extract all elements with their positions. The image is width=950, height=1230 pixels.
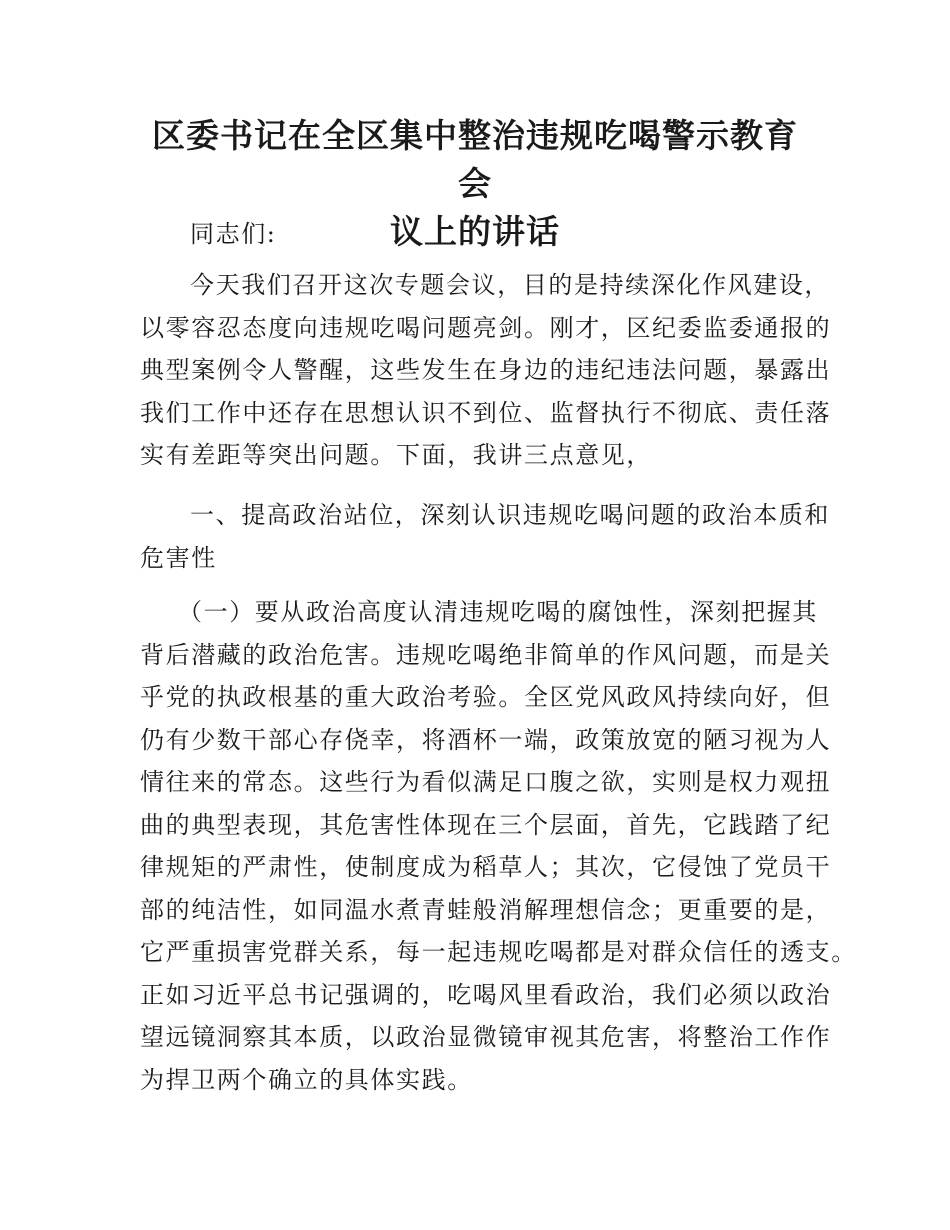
paragraph-line: 仍有少数干部心存侥幸，将酒杯一端，政策放宽的陋习视为人 [140,725,832,754]
heading-line: 一、提高政治站位，深刻认识违规吃喝问题的政治本质和 [190,501,830,529]
paragraph-subsection-1 [140,591,857,1101]
paragraph-line: 今天我们召开这次专题会议，目的是持续深化作风建设， [190,271,830,299]
paragraph-line: 律规矩的严肃性，使制度成为稻草人；其次，它侵蚀了党员干 [140,853,832,881]
paragraph-line: 情往来的常态。这些行为看似满足口腹之欲，实则是权力观扭 [140,768,832,796]
paragraph-line: 望远镜洞察其本质，以政治显微镜审视其危害，将整治工作作 [140,1023,832,1051]
paragraph-line: 为捍卫两个确立的具体实践。 [140,1065,473,1094]
heading-line: 危害性 [140,543,217,572]
paragraph-line: 背后潜藏的政治危害。违规吃喝绝非简单的作风问题，而是关 [140,640,832,669]
paragraph-line: 实有差距等突出问题。下面，我讲三点意见， [140,441,652,469]
paragraph-opening [140,264,832,477]
title-line-1: 区委书记在全区集中整治违规吃喝警示教育会 [152,116,798,203]
paragraph-line: 部的纯洁性，如同温水煮青蛙般消解理想信念；更重要的是， [140,895,832,924]
salutation-text: 同志们: [190,220,277,248]
paragraph-line: 它严重损害党群关系，每一起违规吃喝都是对群众信任的透支。 [140,938,857,966]
title-line-2: 议上的讲话 [390,212,560,251]
paragraph-line: 正如习近平总书记强调的，吃喝风里看政治，我们必须以政治 [140,980,832,1009]
paragraph-line: 曲的典型表现，其危害性体现在三个层面，首先，它践踏了纪 [140,810,832,839]
paragraph-line: （一）要从政治高度认清违规吃喝的腐蚀性，深刻把握其 [178,598,818,626]
paragraph-line: 乎党的执政根基的重大政治考验。全区党风政风持续向好，但 [140,683,832,711]
salutation [140,213,820,256]
paragraph-line: 以零容忍态度向违规吃喝问题亮剑。刚才，区纪委监委通报的 [140,313,832,342]
section-heading-1 [140,494,830,579]
paragraph-line: 我们工作中还存在思想认识不到位、监督执行不彻底、责任落 [140,398,832,427]
paragraph-line: 典型案例令人警醒，这些发生在身边的违纪违法问题，暴露出 [140,356,832,384]
